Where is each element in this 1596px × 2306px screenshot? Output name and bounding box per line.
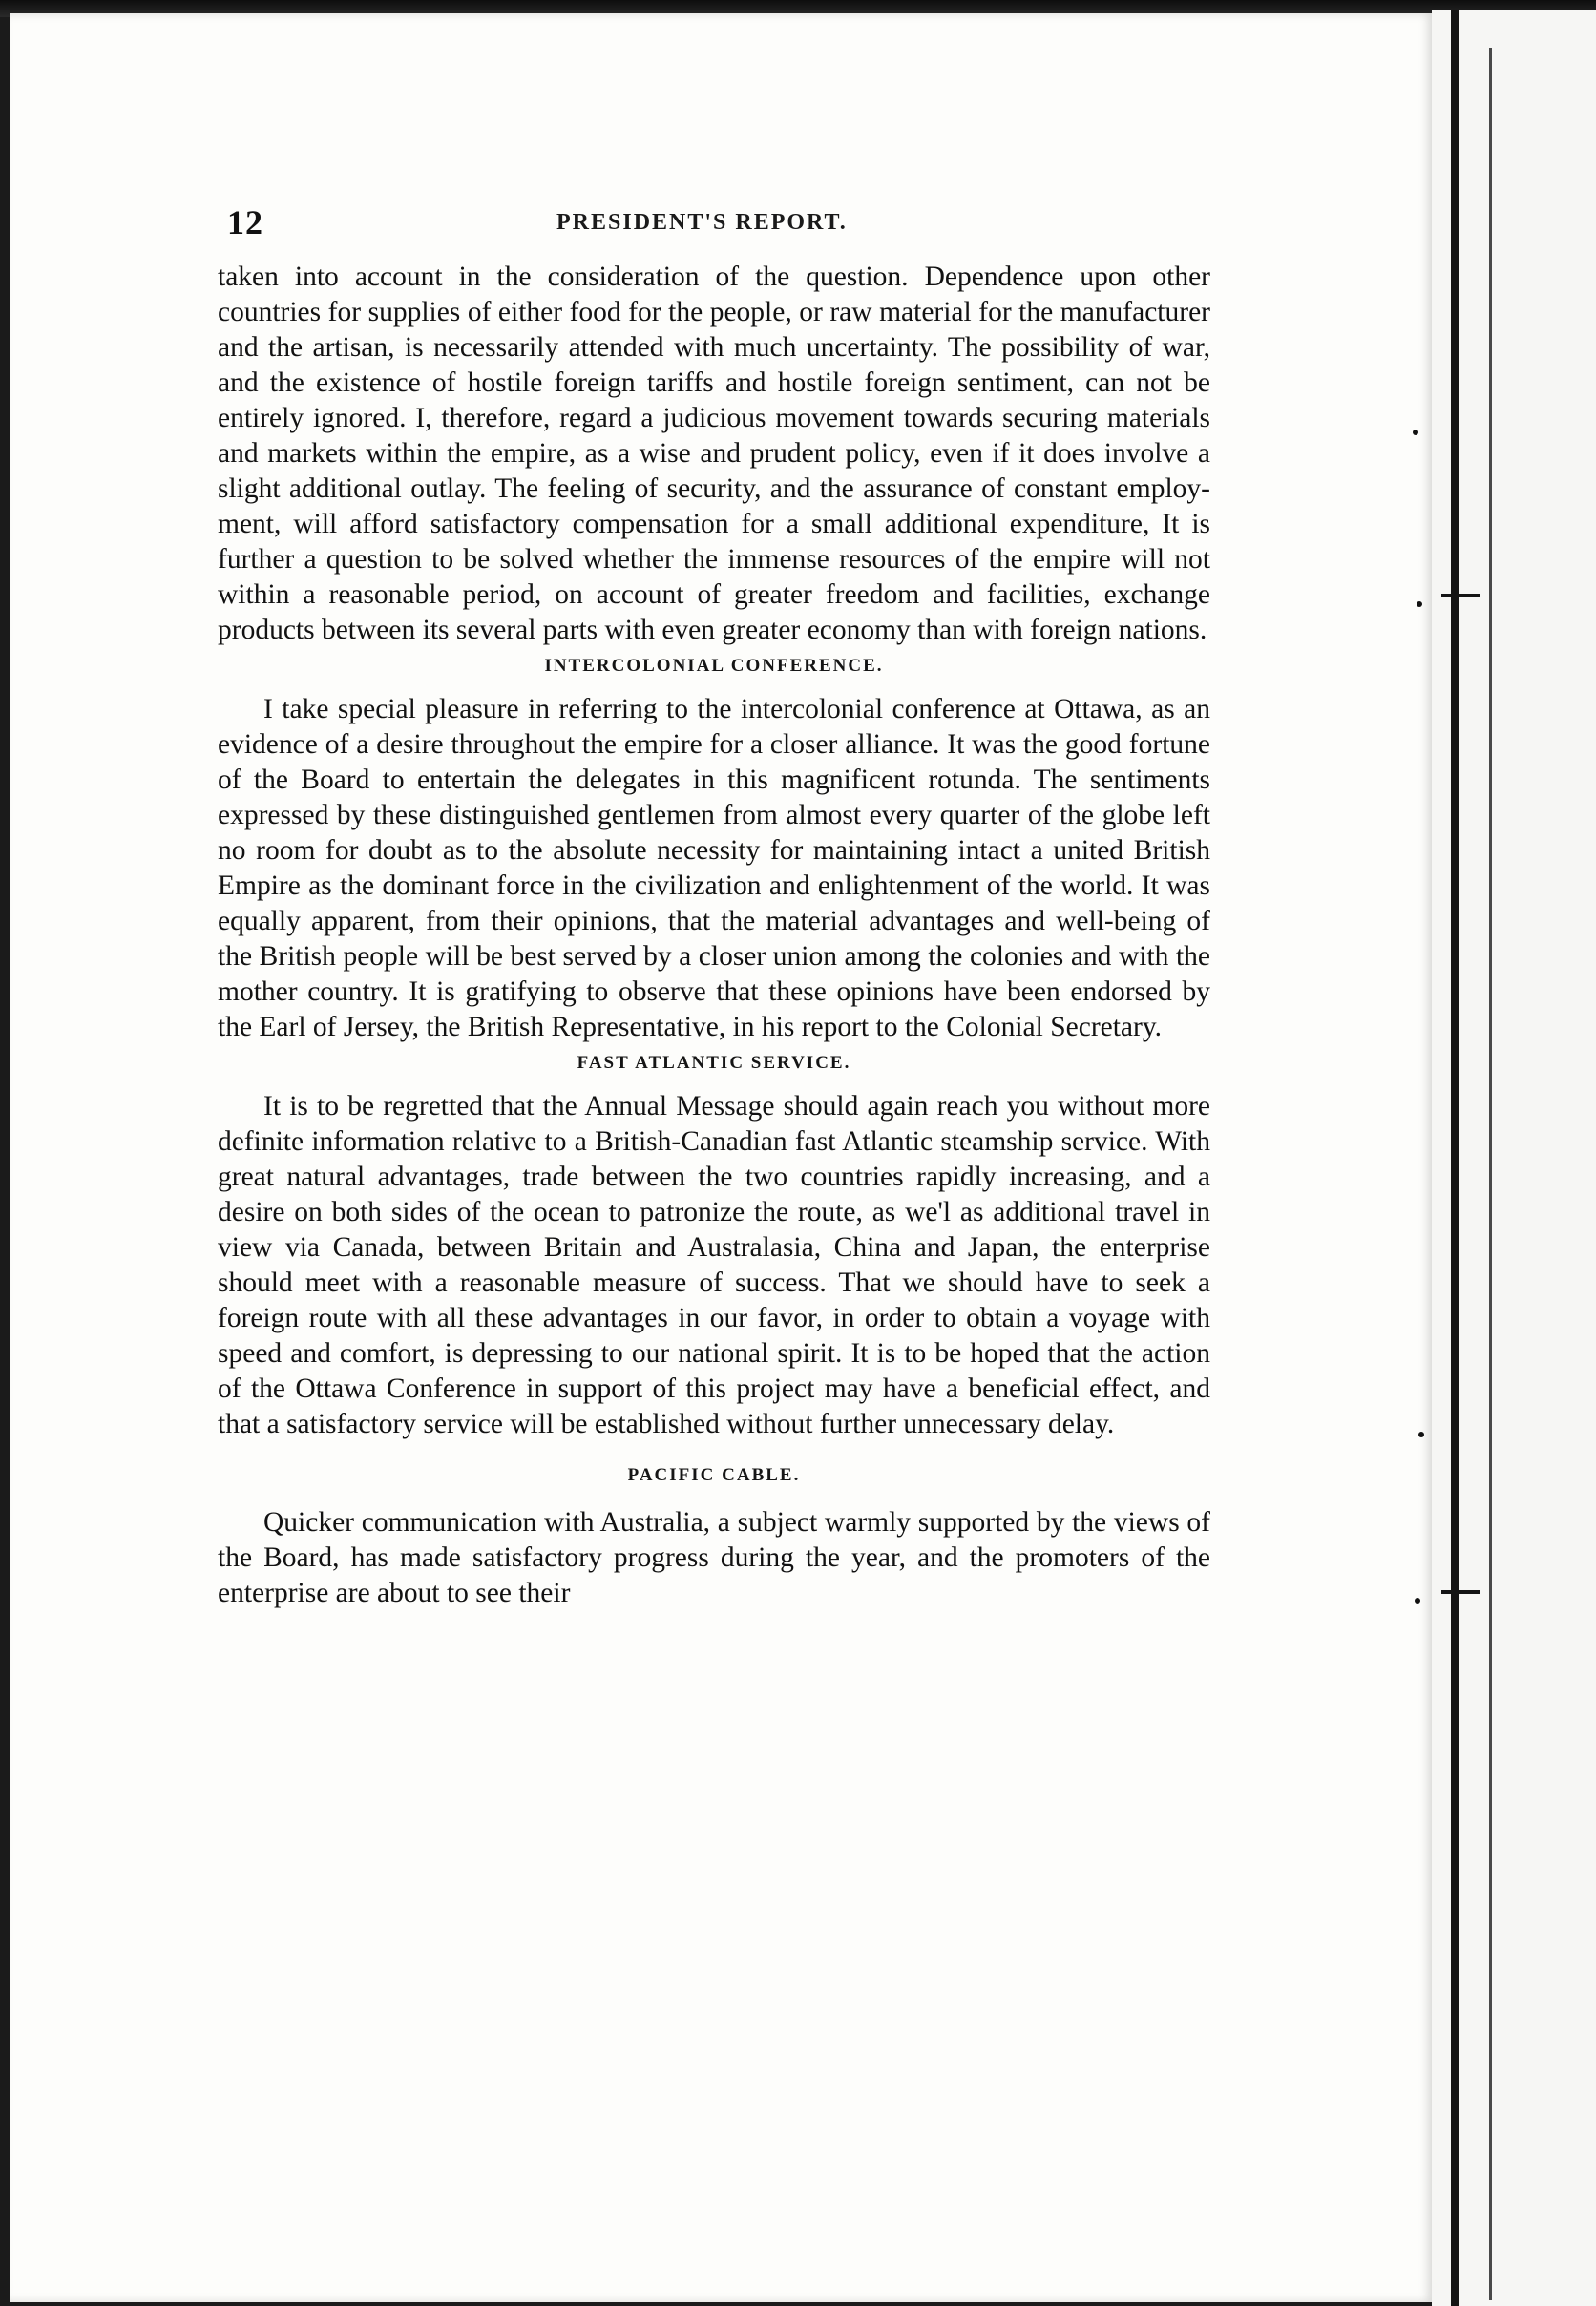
binding-mark: [1441, 594, 1480, 597]
page-number: 12: [227, 203, 263, 241]
paragraph-pacific-cable: Quicker communication with Australia, a subject warmly supported by the views of the Board, has made satisfactory progress during the year, and the promoters of the enterprise are about to see their: [218, 1507, 1210, 1608]
binding-rule: [1451, 10, 1460, 2306]
heading-intercolonial-conference: INTERCOLONIAL CONFERENCE.: [544, 656, 884, 676]
paragraph-intercolonial-conference: I take special pleasure in referring to the intercolonial conference at Ottawa, as an evidence of a desire throughout the empire for a closer alliance. It was the good fortune of the Board to entertain the delegates in this magnificent rotunda. The sentiments expressed by these distinguished gentlemen from almost every quarter of the globe left no room for doubt as to the absolute necessity for maintaining intact a united British Empire as the dominant force in the civilization and enlightenment of the world. It was equally apparent, from their opinions, that the material advantages and well-being of the British people will be best served by a closer union among the colonies and with the mother country. It is gratifying to observe that these opinions have been endorsed by the Earl of Jersey, the British Representative, in his report to the Colonial Secretary.: [218, 694, 1210, 1042]
binding-mark: [1441, 1590, 1480, 1594]
scan-speck: [1418, 1432, 1424, 1437]
heading-pacific-cable: PACIFIC CABLE.: [627, 1465, 801, 1485]
heading-fast-atlantic-service: FAST ATLANTIC SERVICE.: [577, 1053, 851, 1073]
binding-shadow-rule: [1489, 48, 1492, 2300]
running-head: PRESIDENT'S REPORT.: [556, 210, 848, 235]
body-text: [218, 260, 1210, 1611]
adjacent-page-edge: [1432, 10, 1596, 2306]
scan-speck: [1415, 1598, 1420, 1604]
scan-speck: [1417, 601, 1422, 607]
page-header: [227, 202, 1229, 250]
paragraph-fast-atlantic-service: It is to be regretted that the Annual Message should again reach you without more definite information relative to a British-Canadian fast Atlantic steamship service. With great natural advantages, trade between the two countries rapidly increasing, and a desire on both sides of the ocean to patronize the route, as we'l as additional travel in view via Canada, between Britain and Australasia, China and Japan, the enterprise should meet with a reasonable measure of success. That we should have to seek a foreign route with all these advantages in our favor, in order to obtain a voyage with speed and comfort, is depressing to our national spirit. It is to be hoped that the action of the Ottawa Conference in support of this project may have a beneficial effect, and that a satisfactory service will be established without further unnecessary delay.: [218, 1091, 1210, 1439]
paragraph-tariffs: taken into account in the consideration of the question. Dependence upon other countries for supplies of either food for the people, or raw material for the manufacturer and the artisan, is necessarily attended with much uncertainty. The possibility of war, and the existence of hostile foreign tariffs and hostile foreign sentiment, can not be entirely ignored. I, therefore, regard a judicious movement towards securing materials and markets within the empire, as a wise and prudent policy, even if it does involve a slight additional outlay. The feeling of security, and the assurance of constant employment, will afford satisfactory compensation for a small additional expenditure, It is further a question to be solved whether the immense resources of the empire will not within a reasonable period, on account of greater freedom and facilities, exchange products between its several parts with even greater economy than with foreign nations.: [218, 262, 1210, 645]
scan-speck: [1413, 430, 1418, 435]
